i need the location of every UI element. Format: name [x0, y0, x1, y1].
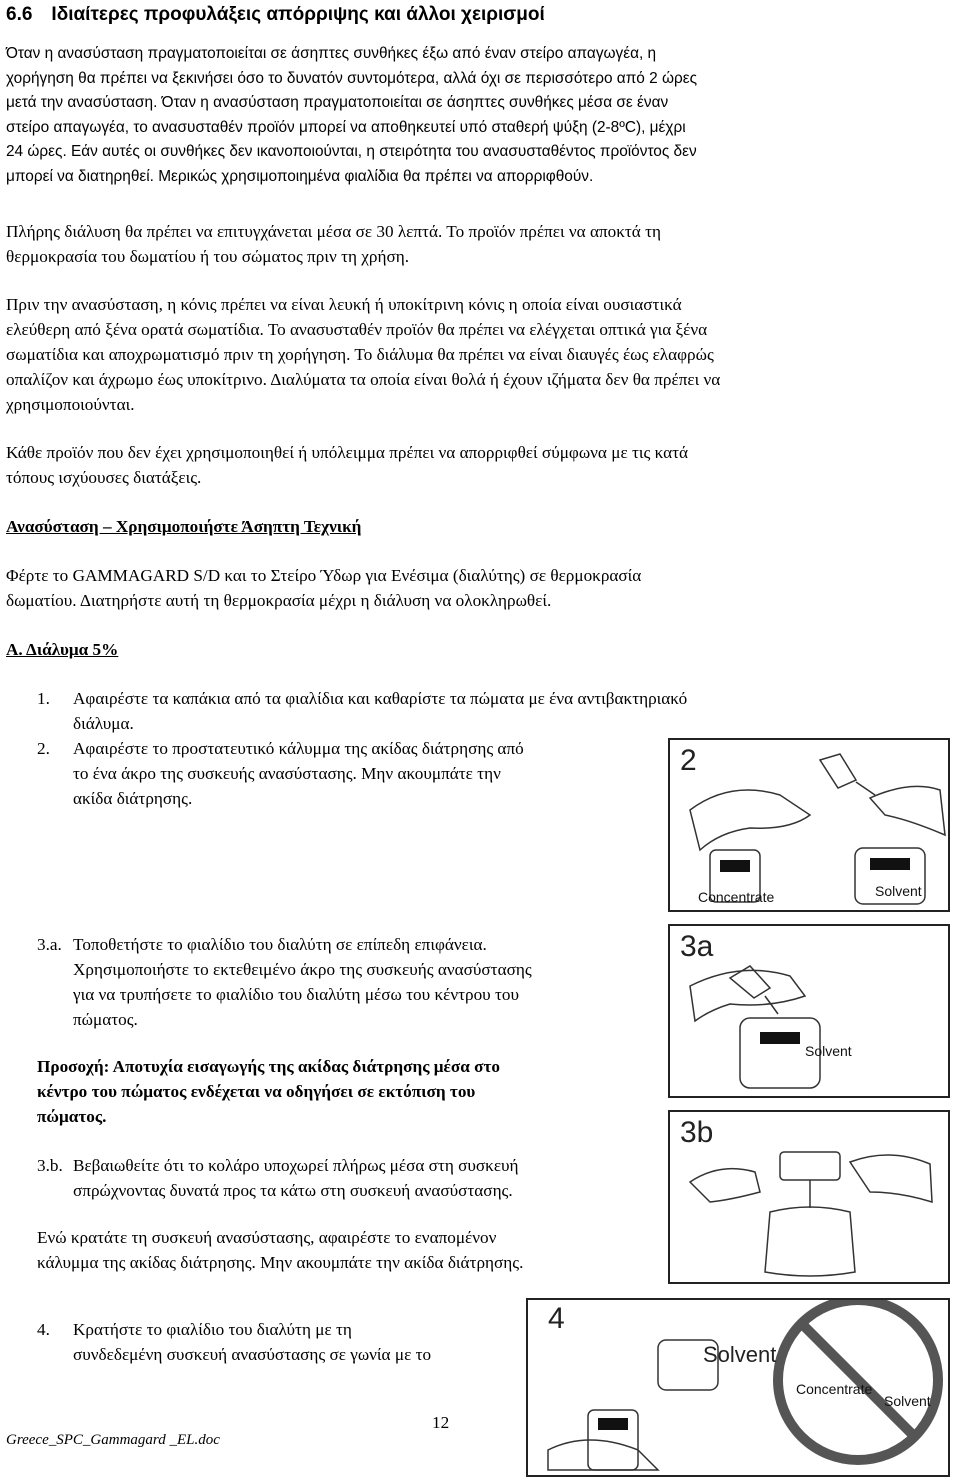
label-solvent: Solvent: [875, 883, 922, 899]
text-line: Κάθε προϊόν που δεν έχει χρησιμοποιηθεί ή υπόλειμμα πρέπει να απορριφθεί σύμφωνα με τις κατά: [6, 443, 689, 462]
text-line: δωματίου. Διατηρήστε αυτή τη θερμοκρασία μέχρι η διάλυση να ολοκληρωθεί.: [6, 591, 552, 610]
text-line: για να τρυπήσετε το φιαλίδιο του διαλύτη μέσω του κέντρου του: [73, 985, 519, 1004]
text-line: Φέρτε το GAMMAGARD S/D και το Στείρο Ύδωρ για Ενέσιμα (διαλύτης) σε θερμοκρασία: [6, 566, 642, 585]
label-concentrate: Concentrate: [796, 1381, 873, 1397]
footer-document-name: Greece_SPC_Gammagard _EL.doc: [6, 1432, 220, 1448]
text-line: μπορεί να διατηρηθεί. Μερικώς χρησιμοποιημένα φιαλίδια θα πρέπει να απορριφθούν.: [6, 167, 594, 185]
paragraph-aseptic-storage: [6, 42, 946, 190]
figure-3a-pierce-solvent: [668, 924, 950, 1098]
paragraph-remove-cover: [37, 1225, 677, 1275]
step-number: 4.: [37, 1320, 50, 1339]
paragraph-temperature: [6, 563, 946, 613]
page-number: 12: [432, 1413, 450, 1432]
figure-number: 4: [548, 1302, 565, 1335]
text-line: το ένα άκρο της συσκευής ανασύστασης. Μην ακουμπάτε την: [73, 764, 501, 783]
text-line: Χρησιμοποιήστε το εκτεθειμένο άκρο της συσκευής ανασύστασης: [73, 960, 532, 979]
text-line: διάλυμα.: [73, 714, 134, 733]
text-line: μετά την ανασύσταση. Όταν η ανασύσταση πραγματοποιείται σε άσηπτες συνθήκες μέσα σε έναν: [6, 94, 669, 112]
figure-number: 2: [680, 744, 697, 777]
text-line: πώματος.: [73, 1010, 138, 1029]
step-2: [37, 736, 657, 812]
text-line: συνδεδεμένη συσκευή ανασύστασης σε γωνία με το: [73, 1345, 432, 1364]
text-line: κέντρο του πώματος ενδέχεται να οδηγήσει σε εκτόπιση του: [37, 1082, 476, 1101]
figure-2-illustration: [670, 740, 948, 910]
text-line: Όταν η ανασύσταση πραγματοποιείται σε άσηπτες συνθήκες έξω από έναν στείρο απαγωγέα, η: [6, 45, 657, 62]
label-concentrate: Concentrate: [698, 889, 775, 905]
text-line: ελεύθερη από ξένα ορατά σωματίδια. Το ανασυσταθέν προϊόν θα πρέπει να ελέγχεται οπτικά για ξένα: [6, 320, 708, 339]
step-number: 3.a.: [37, 935, 62, 954]
label-solvent-large: Solvent: [703, 1342, 777, 1367]
text-line: τόπους ισχύουσες διατάξεις.: [6, 468, 202, 487]
text-line: πώματος.: [37, 1107, 107, 1126]
figure-3a-illustration: [670, 926, 948, 1096]
text-line: χορήγηση θα πρέπει να ξεκινήσει όσο το δυνατόν συντομότερα, αλλά όχι σε περισσότερο από 2 ώρες: [6, 69, 698, 87]
figure-3b-push-collar: [668, 1110, 950, 1284]
heading-solution-5pct: Α. Διάλυμα 5%: [6, 640, 119, 659]
text-line: Βεβαιωθείτε ότι το κολάρο υποχωρεί πλήρως μέσα στη συσκευή: [73, 1156, 519, 1175]
figure-4-invert-vials: [526, 1298, 950, 1477]
label-solvent: Solvent: [805, 1043, 852, 1059]
figure-number: 3b: [680, 1116, 714, 1149]
section-title: 6.6 Ιδιαίτερες προφυλάξεις απόρριψης και άλλοι χειρισμοί: [6, 4, 545, 25]
step-4: [37, 1317, 537, 1367]
text-line: Αφαιρέστε το προστατευτικό κάλυμμα της ακίδας διάτρησης από: [73, 739, 524, 758]
text-line: Πριν την ανασύσταση, η κόνις πρέπει να είναι λευκή ή υποκίτρινη κόνις η οποία είναι ουσιαστικά: [6, 295, 682, 314]
step-3b: [37, 1153, 657, 1203]
step-number: 2.: [37, 739, 50, 758]
paragraph-disposal: [6, 440, 946, 490]
text-line: Ενώ κρατάτε τη συσκευή ανασύστασης, αφαιρέστε το εναπομένον: [37, 1228, 497, 1247]
step-number: 1.: [37, 689, 50, 708]
text-line: Αφαιρέστε τα καπάκια από τα φιαλίδια και καθαρίστε τα πώματα με ένα αντιβακτηριακό: [73, 689, 688, 708]
text-line: Προσοχή: Αποτυχία εισαγωγής της ακίδας διάτρησης μέσα στο: [37, 1057, 500, 1076]
figure-number: 3a: [680, 930, 714, 963]
figure-4-illustration: [528, 1300, 948, 1475]
step-1: [37, 686, 917, 736]
paragraph-inspection: [6, 292, 946, 417]
text-line: θερμοκρασία του δωματίου ή του σώματος πριν τη χρήση.: [6, 247, 410, 266]
figure-2-remove-spike-cover: [668, 738, 950, 912]
step-3a: [37, 932, 657, 1032]
heading-reconstitution: Ανασύσταση – Χρησιμοποιήστε Άσηπτη Τεχνική: [6, 517, 362, 536]
text-line: στείρο απαγωγέα, το ανασυσταθέν προϊόν μπορεί να αποθηκευτεί υπό σταθερή ψύξη (2-8ºC), μέχρι: [6, 118, 686, 136]
text-line: ακίδα διάτρησης.: [73, 789, 193, 808]
text-line: Πλήρης διάλυση θα πρέπει να επιτυγχάνεται μέσα σε 30 λεπτά. Το προϊόν πρέπει να αποκτά τη: [6, 222, 661, 241]
text-line: Κρατήστε το φιαλίδιο του διαλύτη με τη: [73, 1320, 352, 1339]
label-solvent: Solvent: [884, 1393, 931, 1409]
step-number: 3.b.: [37, 1156, 63, 1175]
text-line: Τοποθετήστε το φιαλίδιο του διαλύτη σε επίπεδη επιφάνεια.: [73, 935, 487, 954]
text-line: οπαλίζον και άχρωμο έως υποκίτρινο. Διαλύματα τα οποία είναι θολά ή έχουν ιζήματα δεν θα πρέπει να: [6, 370, 721, 389]
text-line: κάλυμμα της ακίδας διάτρησης. Μην ακουμπάτε την ακίδα διάτρησης.: [37, 1253, 524, 1272]
text-line: 24 ώρες. Εάν αυτές οι συνθήκες δεν ικανοποιούνται, η στειρότητα του ανασυσταθέντος προϊόντος δεν: [6, 143, 697, 161]
figure-3b-illustration: [670, 1112, 948, 1282]
paragraph-dissolution: [6, 219, 946, 269]
text-line: χρησιμοποιούνται.: [6, 395, 135, 414]
text-line: σωματίδια και αποχρωματισμό πριν τη χορήγηση. Το διάλυμα θα πρέπει να είναι διαυγές έως ελαφρώς: [6, 345, 714, 364]
caution-note: [37, 1054, 657, 1129]
text-line: σπρώχνοντας δυνατά προς τα κάτω στη συσκευή ανασύστασης.: [73, 1181, 513, 1200]
